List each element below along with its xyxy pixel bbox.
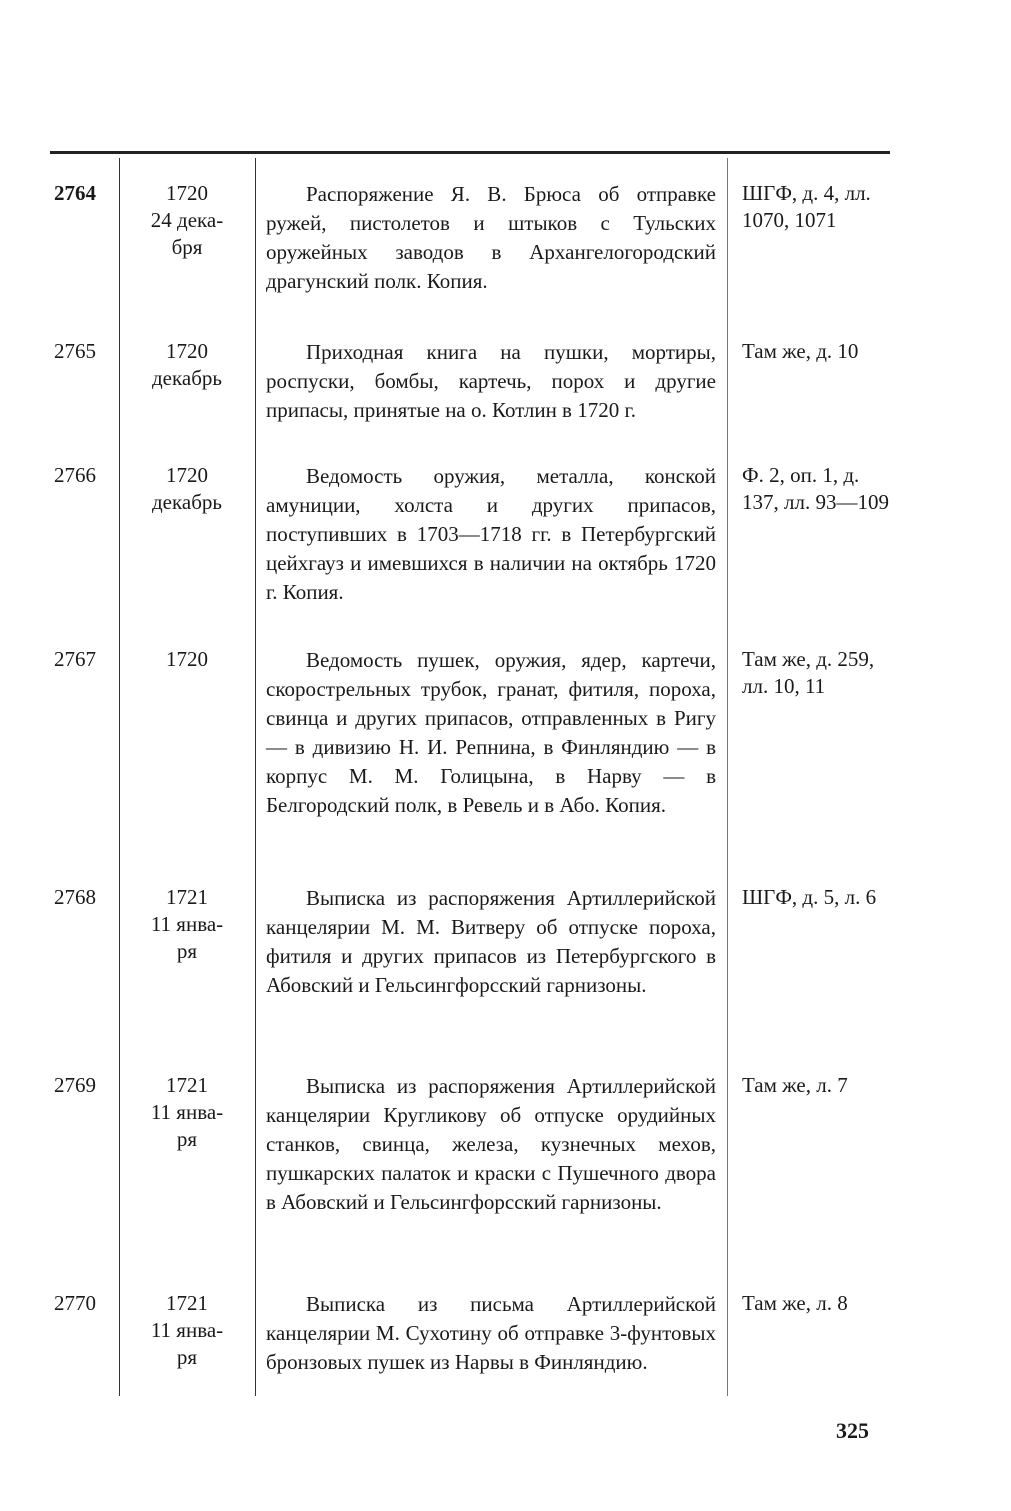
- entry-number: 2769: [54, 1073, 96, 1097]
- entry-description: Выписка из распоряжения Артиллерийской канцелярии Кругликову об отпуске орудийных станков, свинца, железа, кузнечных мехов, пушкарских палаток и краски с Пушечного двора в Абовский и Гельсингфорсский гарнизоны.: [266, 1074, 716, 1214]
- entry-source: Ф. 2, оп. 1, д. 137, лл. 93—109: [742, 463, 889, 514]
- entry-number: 2768: [54, 885, 96, 909]
- entry-number: 2765: [54, 339, 96, 363]
- top-rule: [50, 151, 890, 154]
- entry-date: 1720 декабрь: [152, 339, 222, 390]
- entry-number: 2767: [54, 647, 96, 671]
- column-divider-number: [119, 158, 120, 1396]
- entry-date: 1720 24 дека- бря: [150, 181, 224, 259]
- entry-date: 1721 11 янва- ря: [150, 1073, 224, 1151]
- entry-date: 1720: [166, 647, 208, 671]
- column-divider-date: [255, 158, 256, 1396]
- entry-source: Там же, л. 7: [742, 1073, 848, 1097]
- entry-description: Выписка из письма Артиллерийской канцелярии М. Сухотину об отправке 3-фунтовых бронзовых пушек из Нарвы в Финляндию.: [266, 1292, 716, 1374]
- column-divider-source: [727, 158, 728, 1396]
- entry-number: 2764: [54, 181, 96, 205]
- entry-number: 2770: [54, 1291, 96, 1315]
- entry-description: Приходная книга на пушки, мортиры, роспуски, бомбы, картечь, порох и другие припасы, принятые на о. Котлин в 1720 г.: [266, 340, 716, 422]
- entry-description: Ведомость пушек, оружия, ядер, картечи, скорострельных трубок, гранат, фитиля, пороха, свинца и других припасов, отправленных в Ригу — в дивизию Н. И. Репнина, в Финляндию — в корпус М. М. Голицына, в Нарву — в Белгородский полк, в Ревель и в Або. Копия.: [266, 648, 716, 817]
- entry-source: Там же, д. 259, лл. 10, 11: [742, 647, 875, 698]
- entry-date: 1721 11 янва- ря: [150, 885, 224, 963]
- entry-source: ШГФ, д. 4, лл. 1070, 1071: [742, 181, 871, 232]
- entry-description: Ведомость оружия, металла, конской амуниции, холста и других припасов, поступивших в 1703—1718 гг. в Петербургский цейхгауз и имевшихся в наличии на октябрь 1720 г. Копия.: [266, 464, 716, 604]
- page-number: 325: [836, 1418, 869, 1443]
- entry-source: ШГФ, д. 5, л. 6: [742, 885, 877, 909]
- entry-number: 2766: [54, 463, 96, 487]
- entry-source: Там же, л. 8: [742, 1291, 848, 1315]
- entry-date: 1721 11 янва- ря: [150, 1291, 224, 1369]
- entry-source: Там же, д. 10: [742, 339, 859, 363]
- entry-description: Выписка из распоряжения Артиллерийской канцелярии М. М. Витверу об отпуске пороха, фитиля и других припасов из Петербургского в Абовский и Гельсингфорсский гарнизоны.: [266, 886, 716, 997]
- entry-date: 1720 декабрь: [152, 463, 222, 514]
- entry-description: Распоряжение Я. В. Брюса об отправке ружей, пистолетов и штыков с Тульских оружейных заводов в Архангелогородский драгунский полк. Копия.: [266, 182, 716, 293]
